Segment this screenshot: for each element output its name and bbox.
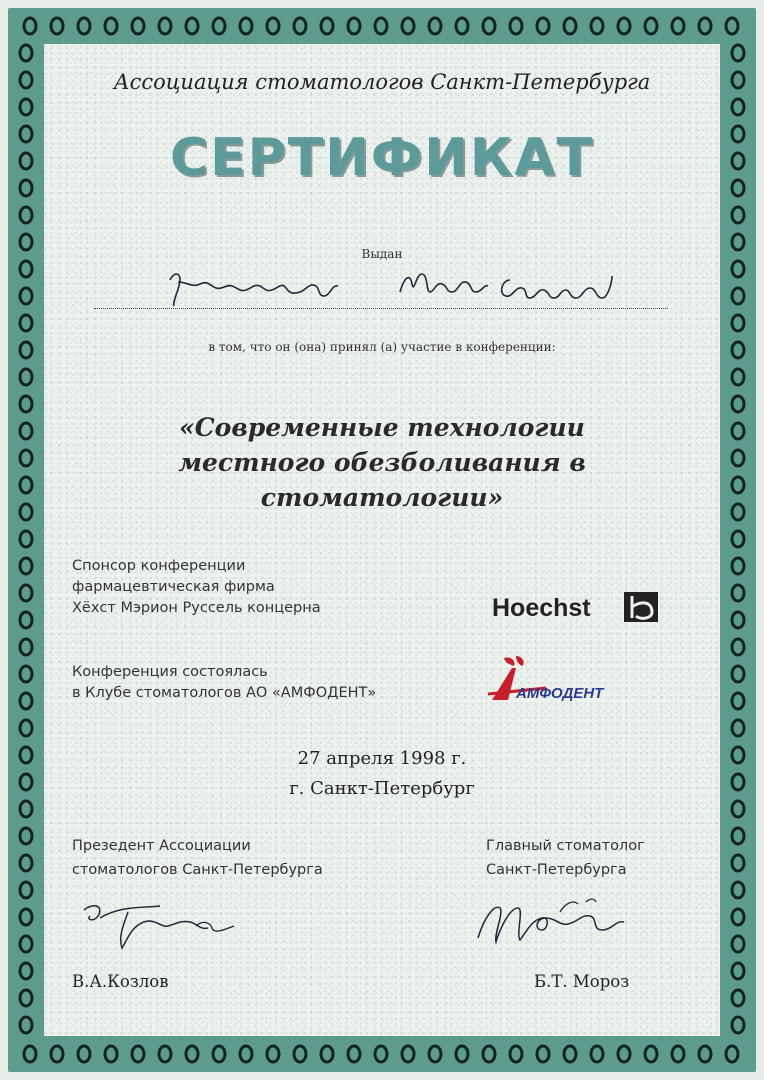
border-ring	[78, 18, 90, 34]
border-ring	[510, 1046, 522, 1062]
border-ring	[732, 288, 744, 304]
border-ring	[732, 504, 744, 520]
hoechst-logo	[492, 586, 662, 630]
chief-name: Б.Т. Мороз	[534, 972, 630, 991]
border-ring	[732, 882, 744, 898]
border-ring	[591, 18, 603, 34]
border-ring	[456, 18, 468, 34]
certificate-paper	[44, 44, 720, 1036]
border-ring	[732, 423, 744, 439]
sponsor-line: Хёхст Мэрион Руссель концерна	[72, 600, 321, 616]
border-ring	[732, 693, 744, 709]
border-ring	[732, 558, 744, 574]
border-ring	[429, 18, 441, 34]
border-ring	[20, 666, 32, 682]
name-underline	[94, 308, 668, 309]
border-ring	[321, 1046, 333, 1062]
border-ring	[20, 639, 32, 655]
amfodent-logo-text: АМФОДЕНТ	[516, 685, 604, 702]
border-ring	[20, 423, 32, 439]
border-ring	[294, 1046, 306, 1062]
border-ring	[159, 1046, 171, 1062]
border-ring	[20, 909, 32, 925]
border-ring	[726, 18, 738, 34]
participation-clause: в том, что он (она) принял (а) участие в конференции:	[208, 340, 556, 354]
border-ring	[732, 450, 744, 466]
border-ring	[732, 828, 744, 844]
border-ring	[20, 288, 32, 304]
border-ring	[732, 612, 744, 628]
border-ring	[240, 1046, 252, 1062]
border-ring	[732, 666, 744, 682]
border-ring	[375, 18, 387, 34]
chief-title	[486, 834, 645, 882]
sponsor-block	[72, 556, 321, 619]
border-ring	[564, 1046, 576, 1062]
president-title-line: стоматологов Санкт-Петербурга	[72, 862, 323, 878]
border-ring	[20, 207, 32, 223]
president-title	[72, 834, 323, 882]
border-ring	[348, 18, 360, 34]
border-ring	[132, 18, 144, 34]
border-ring	[429, 1046, 441, 1062]
border-ring	[267, 18, 279, 34]
border-ring	[20, 450, 32, 466]
border-ring	[618, 1046, 630, 1062]
border-ring	[20, 963, 32, 979]
border-ring	[132, 1046, 144, 1062]
border-ring	[732, 585, 744, 601]
sponsor-line: Спонсор конференции	[72, 558, 246, 574]
border-ring	[726, 1046, 738, 1062]
border-ring	[732, 207, 744, 223]
border-ring	[537, 18, 549, 34]
border-ring	[20, 720, 32, 736]
border-ring	[20, 828, 32, 844]
border-ring	[732, 45, 744, 61]
border-ring	[402, 18, 414, 34]
president-name: В.А.Козлов	[72, 972, 169, 991]
border-ring	[20, 936, 32, 952]
border-ring	[732, 396, 744, 412]
border-ring	[732, 909, 744, 925]
border-ring	[645, 1046, 657, 1062]
border-ring	[213, 18, 225, 34]
border-ring	[186, 18, 198, 34]
border-ring	[20, 693, 32, 709]
border-ring	[732, 477, 744, 493]
border-ring	[20, 504, 32, 520]
border-ring	[51, 18, 63, 34]
border-ring	[456, 1046, 468, 1062]
event-city: г. Санкт-Петербург	[289, 778, 475, 799]
border-ring	[20, 315, 32, 331]
border-ring	[186, 1046, 198, 1062]
border-ring	[20, 369, 32, 385]
border-ring	[732, 963, 744, 979]
border-ring	[20, 261, 32, 277]
border-ring	[732, 1017, 744, 1033]
conference-title-line: местного обезболивания в	[178, 448, 586, 477]
border-ring	[20, 855, 32, 871]
chief-signature	[470, 892, 640, 966]
border-ring	[321, 18, 333, 34]
event-date-place	[0, 744, 764, 804]
border-ring	[591, 1046, 603, 1062]
border-ring	[105, 1046, 117, 1062]
president-signature	[78, 896, 248, 960]
conference-title	[130, 410, 634, 515]
border-ring	[20, 1017, 32, 1033]
border-ring	[483, 18, 495, 34]
border-ring	[672, 18, 684, 34]
border-ring	[240, 18, 252, 34]
event-date: 27 апреля 1998 г.	[297, 748, 467, 769]
border-ring	[732, 369, 744, 385]
border-ring	[672, 1046, 684, 1062]
border-ring	[732, 936, 744, 952]
border-ring	[294, 18, 306, 34]
border-ring	[20, 612, 32, 628]
venue-block	[72, 662, 376, 704]
border-ring	[24, 1046, 36, 1062]
amfodent-logo	[486, 654, 656, 714]
border-ring	[699, 1046, 711, 1062]
border-ring	[78, 1046, 90, 1062]
border-ring	[732, 639, 744, 655]
border-ring	[213, 1046, 225, 1062]
border-ring	[483, 1046, 495, 1062]
conference-title-line: «Современные технологии	[179, 413, 585, 442]
border-ring	[20, 45, 32, 61]
border-ring	[267, 1046, 279, 1062]
hoechst-logo-text: Hoechst	[492, 594, 591, 622]
border-ring	[20, 585, 32, 601]
border-ring	[20, 558, 32, 574]
border-ring	[618, 18, 630, 34]
issued-label: Выдан	[361, 247, 403, 261]
border-ring	[564, 18, 576, 34]
conference-title-line: стоматологии»	[260, 483, 504, 512]
border-ring	[732, 315, 744, 331]
border-ring	[732, 531, 744, 547]
venue-line: в Клубе стоматологов АО «АМФОДЕНТ»	[72, 685, 377, 701]
chief-title-line: Главный стоматолог	[486, 838, 645, 854]
chief-title-line: Санкт-Петербурга	[486, 862, 627, 878]
border-ring	[20, 882, 32, 898]
border-ring	[732, 99, 744, 115]
border-ring	[20, 531, 32, 547]
association-name: Ассоциация стоматологов Санкт-Петербурга	[113, 70, 651, 94]
border-ring	[20, 396, 32, 412]
border-ring	[51, 1046, 63, 1062]
border-ring	[645, 18, 657, 34]
border-ring	[699, 18, 711, 34]
border-ring	[20, 990, 32, 1006]
border-ring	[159, 18, 171, 34]
border-ring	[348, 1046, 360, 1062]
border-ring	[24, 18, 36, 34]
border-ring	[732, 855, 744, 871]
border-ring	[537, 1046, 549, 1062]
certificate-title: СЕРТИФИКАТ	[169, 128, 595, 188]
border-ring	[732, 720, 744, 736]
border-ring	[105, 18, 117, 34]
border-ring	[402, 1046, 414, 1062]
sponsor-line: фармацевтическая фирма	[72, 579, 275, 595]
border-ring	[20, 477, 32, 493]
venue-line: Конференция состоялась	[72, 664, 268, 680]
president-title-line: Презедент Ассоциации	[72, 838, 251, 854]
border-ring	[732, 261, 744, 277]
border-ring	[732, 990, 744, 1006]
border-ring	[20, 99, 32, 115]
border-ring	[510, 18, 522, 34]
border-ring	[375, 1046, 387, 1062]
